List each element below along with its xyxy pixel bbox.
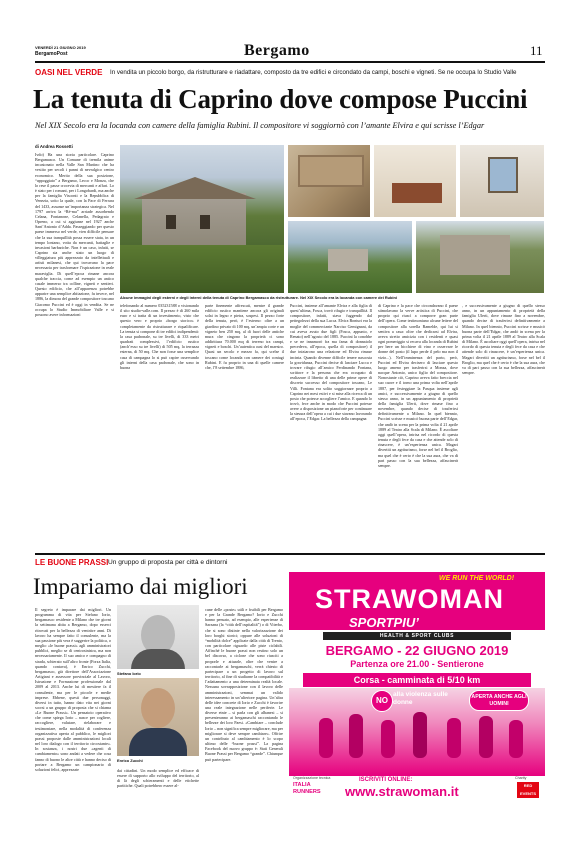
kicker-oasi: OASI NEL VERDE [35,68,103,77]
section-title: Bergamo [244,42,310,59]
ad-no-badge-text: NO [376,696,388,705]
byline: di Andrea Rossetti [35,144,73,149]
photo-room-window [460,145,544,217]
ad-organizer-label: Organizzazione tecnica [293,776,331,780]
subtitle [35,121,550,131]
ad-signup-label: ISCRIVITI ONLINE: [359,777,413,783]
photo-countryside [288,221,412,293]
article2-column-2: dai cittadini. Un modo semplice ed efficace di essere di supporto allo sviluppo del territorio, al di là degli schieramenti e delle etichette partitiche. Quali potrebbero essere al- [117,768,199,789]
kicker-deck-2: Un gruppo di proposta per città e dintorni [108,559,228,566]
ad-partner-label: Charity [515,776,527,780]
ad-no-violence-text: alla violenza sulle donne [393,691,448,706]
photo-bedroom [374,145,456,217]
article2-column-1: Il segreto è imparare dai migliori. Un programma di vita per Stefano Iorio, bergamasco residente a Milano che tre giorni la settimana abita a Bergamo, dopo esserci ritrovati per la bellezza di ventritre anni. Di lavoro ha sempre fatto il consulente, ma la sua passione più vera è suggerire la politica, o meglio «le buone prassi» agli amministratori pubblici, meglio se di centrosinistra, ma non necessariamente. Il suo amico e compagno di strada, schierato sull’altro fronte (Forza Italia, quando contava), è Enrico Zucchi, bergamasco, già direttore dell’Associazione Artigiani e assessore provinciale al Lavoro, Istruzione e Formazione professionale dal 2009 al 2013. Anche lui di mestiere fa il consulente, ma per le piccole e medie imprese. Ebbene, questi due personaggi, diversi in tutto, hanno dato vita nei giorni scorsi a un gruppo di proposta che si chiama «Le Buone Prassi». Un pensatoio operativo che come spiega Iorio – nasce per cogliere, raccogliere, valutare, rielaborare e testimoniare, nella modalità di conferenza organizzativa aperta al pubblico, le migliori prassi proposte dalle amministrazioni locali nel loro dialogo con il territorio circostante». In sostanza, i nostri due «agenti di cambiamento» sono andati a vedere che cosa fanno di buono le altre città e hanno deciso di portare a Bergamo un campionario di soluzioni felici, apprezzate [35,607,111,772]
header-rule [35,61,545,63]
photo-stefano-iorio [117,605,199,669]
ad-organizer-logo: ITALIA RUNNERS [293,782,321,795]
ad-open-badge: APERTA ANCHE AGLI UOMINI [469,690,529,711]
article1-column-6: , e successivamente a giugno di quello stesso anno, in un appuntamento di proprietà della famiglia Ulerti, dove rimase fino a novembre, quando decise di trasferirsi definitivamente a Milano. In quel biennio, Puccini scrisse e musicò buona parte dell’Edgar, che andò in scena per la prima volta il 21 aprile 1889 al Teatro alla Scala di Milano. È ascoltare oggi quell’opera, intrisa nel ricordo di questa tenuta e degli fece da casa e che attende solo di rinascere, è un’esperienza unica. Magari divertiti un agriturismo, forse nel bel il Broglio, ma quel che è certo è che la sua aura, che va di pari passo con la sua bellezza, affascinerà sempre. [462,303,545,376]
article1-column-4: Puccini, insieme all’amante Elvira e alla figlia di quest’ultima, Fosca, trovò rifugio e tranquillità. Il compositore, infatti, stava fuggendo dal pettegolezzi della sua Lucca. Elvira Bonturi era la moglie del commerciante Narciso Gemignani, da cui aveva avuto due figli (Fosca, appunto, e Renato) nell’agosto del 1885. Puccini la conobbe e se ne innamorò fra ma fama di donnaiolo precedeva, all’epoca, quella di compositore) il due iniziarono una relazione ed Elvira rimase incinta. Quando divenne difficile tenere nascosta la gravidanza, Puccini decise di lasciare Lucca e trovare rifugio all’amico Ferdinando Fontana, scrittore e la persona che era occupato di realizzare il libretto di una delle prime opere di discreto successo del compositore toscano, Le Villi. Fontana era solito soggiornare proprio a Caprino nei mesi estivi e si mise alla ricerca di un posto che potesse accogliere l’amico. E quando lo trovò, fece anche in modo che Puccini potesse avere a disposizione un pianoforte per continuare la stesura dell’opera a cui i due stavano lavorando all’epoca, l’Edgar. La bellezza della campagna [290,303,372,422]
photo-caption: Alcune immagini degli esterni e degli interni della tenuta di Caprino Bergamasco da ristrutturare. Nel XIX Secolo era la locanda con camere dei Rubini [120,295,397,300]
ad-brand: STRAWOMAN [315,584,504,614]
subtitle-opera: Edgar [463,121,485,130]
strawoman-ad[interactable] [289,572,545,802]
date-line: VENERDÌ 21 GIUGNO 2019 [35,45,86,50]
photo-courtyard [416,221,544,293]
caption-stefano-iorio: Stefano Iorio [117,671,141,676]
photo-exterior-main [120,145,284,293]
article1-column-1: Ivdo) Ha una storia particolare. Caprino Bergamasco. Un Comune di tremila anime incastonato nella Valle San Martino che ha vestito per secoli i panni di nevralgico centro economico. Merito della sua posizione, “appoggiato” a Bergamo, Lecco e Monza, che lo rese il passe crocevia di mercanti e affari. Lo è stato per i romani, per i Longobardi, ma anche per la famiglia Visconti e la Repubblica di Venezia, sotto la quale, con la Pace di Ferrara del 1433, assunse un’importanza strategica. Nel 1797 arriva la “Ré-ma” arriade assorbendo Celana, Fontanone, Celanella, Pedagrato e Opreno, a cui si aggiunse nel 1927 anche Sant’Antonio d’Adda. Passeggiando per questo paese immerso nel verde, vien difficile pensare che la sua tranquillità possa essere stata, in un tempo lontano, votta da mercanti, battaglie e invasioni barbariche. Non è un caso, infatti, se Caprino sia anche stato un luogo di villeggiatura più apprezzato da intellettuali e artisti milanesi, che qui trovavano la pace necessaria per trasformare l’ispirazione in reale maraviglia. Di quell’epoca rimane ancora qualche traccia, come ad esempio un antico casale immerso tra colline, vigneti e sentieri. Questo edificio, che all’apparenza potrebbe apparire una semplice abitazione, fu invece, nel 1886, la dimora del grande compositore toscano Giacomo Puccini ed è oggi in vendita. Se ne occupa lo Studio Immobiliare Valle e si possono avere informazioni [35,152,114,317]
page-number: 11 [530,43,543,58]
ad-start-line: Partenza ore 21.00 - Sentierone [350,659,484,669]
section-separator [35,553,545,555]
ad-partner-logo: RED EVENTS [517,782,539,798]
ad-sponsor-sub: HEALTH & SPORT CLUBS [323,632,511,640]
ad-tagline: WE RUN THE WORLD! [439,575,515,582]
ad-no-badge [371,690,393,712]
headline-2: Impariamo dai migliori [33,574,248,599]
headline: La tenuta di Caprino dove compose Puccini [33,84,528,114]
photo-enrico-zucchi [117,678,199,756]
kicker-prassi: LE BUONE PRASSI [35,558,109,567]
article1-column-3: parte finemente affrescati, mentre il grande edificio rustico mantiene ancora gli originali solai in legno e pietra, sospesi. Il pezzo forte della tenuta, però, è l’esterno: oltre a un giardino privato di 100 mq, un’ampia corte e un vigneto ben 250 mq, al di fuori delle antiche mura che cingono la proprietà ci sono addirittura 70.000 mq di terreno tra campi, vigneti e boschi. Un’autentica oasi del maestro. Quasi un secolo e mezzo fa, qui scelse il toscano come locanda con camere dei coniugi Rubini. E fu proprio in una di quelle camere che, l’8 settembre 1886, [205,303,284,370]
subtitle-text: Nel XIX Secolo era la locanda con camere della famiglia Rubini. Il compositore vi soggiornò con l’amante Elvira e qui scrisse l’ [35,121,464,130]
photo-interior-fresco [288,145,370,217]
ad-race-banner: Corsa - camminata di 5/10 km [303,673,531,687]
article2-column-3: cune delle «poste» utili e fruibili per Bergamo e per la Grande Bergamo? Iorio e Zucchi hanno pensato, ad esempio, alle esperienze di Sarzana (la “città dell’ospitalità”) o di Viterbo, che si sono distinte nella valorizzazione dei loro borghi storici; oppure alle soluzioni di “mobilità dolce” applicate dalla città di Trento, con particolare riguardo alle piste ciclabili. Affinché le buone prassi non restino solo un bel discorso, a ciclone che sono riusciti a proporle e attuarle, oltre che venire a raccontarle ai bergamaschi, verrà chiesto di partecipare a un progetto di lavoro sul territorio, al fine di studiarne la compatibilità e l’adattamento a una determinata realtà locale. Nessuna sovrapposizione con il lavoro delle amministrazioni, semmai un valido interessamento in un’ulteriore pagina. Un’altra delle idee concrete di Iorio e Zucchi è favorire una reale integrazione nelle periferie. Le diverse etnie – si parla con gli albanesi – si presenteranno ai bergamaschi raccontando le bellezze dei loro Paesi. «Cambiare – conclude Iorio – non significa sempre migliorare, ma per migliorare si deve sempre cambiare». Offrire un contributo al cambiamento è lo scopo ultimo delle “buone prassi”. La pagina Facebook del nuovo gruppo è: Stati Generali Buone Prassi per Bergamo “grande”. Chiunque può partecipare. [205,607,283,762]
brand-name: BergamoPost [35,51,68,57]
article1-column-2: telefonando al numero 035231588 o visionando il sito studio-valle.com. Il prezzo è di 260 mila euro e si tratta di un investimento, visto che questo vero e proprio «borgo storico» è completamente da ristrutturare e riqualificare. La tenuta si compone di tre edifici indipendenti: la casa padronale, su tre livelli, di 333 metri quadrati complessivi, l’edificio rustico (anch’esso su tre livelli) di 505 mq, la terrazza esterna, di 50 mq. Che non fosse una semplice casa di campagna lo si può capire osservando gli interni della casa padronale, che sono in buona [120,303,199,370]
kicker-deck: In vendita un piccolo borgo, da ristrutturare e riadattare, composto da tre edifici e circondato da campi, boschi e vigneti. Se ne occupa lo Studio Valle [110,69,517,76]
ad-event-line: BERGAMO - 22 GIUGNO 2019 [325,643,509,658]
ad-website-link[interactable]: www.strawoman.it [345,784,459,799]
caption-enrico-zucchi: Enrico Zucchi [117,758,143,763]
ad-sponsor: SPORTPIU’ [349,615,419,630]
article1-column-5b: di Caprino e la pace che circondavano il paese stimolavano la verve artistica di Puccini, che proprio qui riuscì a comporre gran parte dell’opera. Come testimoniano alcune lettere del compositore alla sorella Ramelde, qui lui si sentiva a casa: oltre che dedicarsi ad Elvira, aveva stretto amicizia con i residenti e quasi ogni pomeriggio si recava alla locanda di Rubini per bere un bicchiere di vino e osservare le donne del posto (il lupo perde il pelo ma non il vizio...). Nell’imminenza del parto, però, Puccini ed Elvira decisero di lasciare questo luogo ameno per trasferirsi a Monza, dove nacque Antonio, unico figlio del compositore. Nonostante ciò, Caprino aveva fatto breccia nel suo cuore e il torno una prima volta nell’aprile 1887, per festeggiare la Pasqua insieme agli amici, e successivamente a giugno di quello stesso anno, in un appuntamento di proprietà della famiglia Ulerti, dove rimase fino a novembre, quando decise di trasferirsi definitivamente a Milano. In quel biennio, Puccini scrisse e musicò buona parte dell’Edgar, che andò in scena per la prima volta il 21 aprile 1889 al Teatro alla Scala di Milano. È ascoltare oggi quell’opera, intrisa nel ricordo di questa tenuta e degli fece da casa e che attende solo di rinascere, è un’esperienza unica. Magari divertiti un agriturismo, forse nel bel il Broglio, ma quel che è certo è che la sua aura, che va di pari passo con la sua bellezza, affascinerà sempre. [378,303,458,468]
